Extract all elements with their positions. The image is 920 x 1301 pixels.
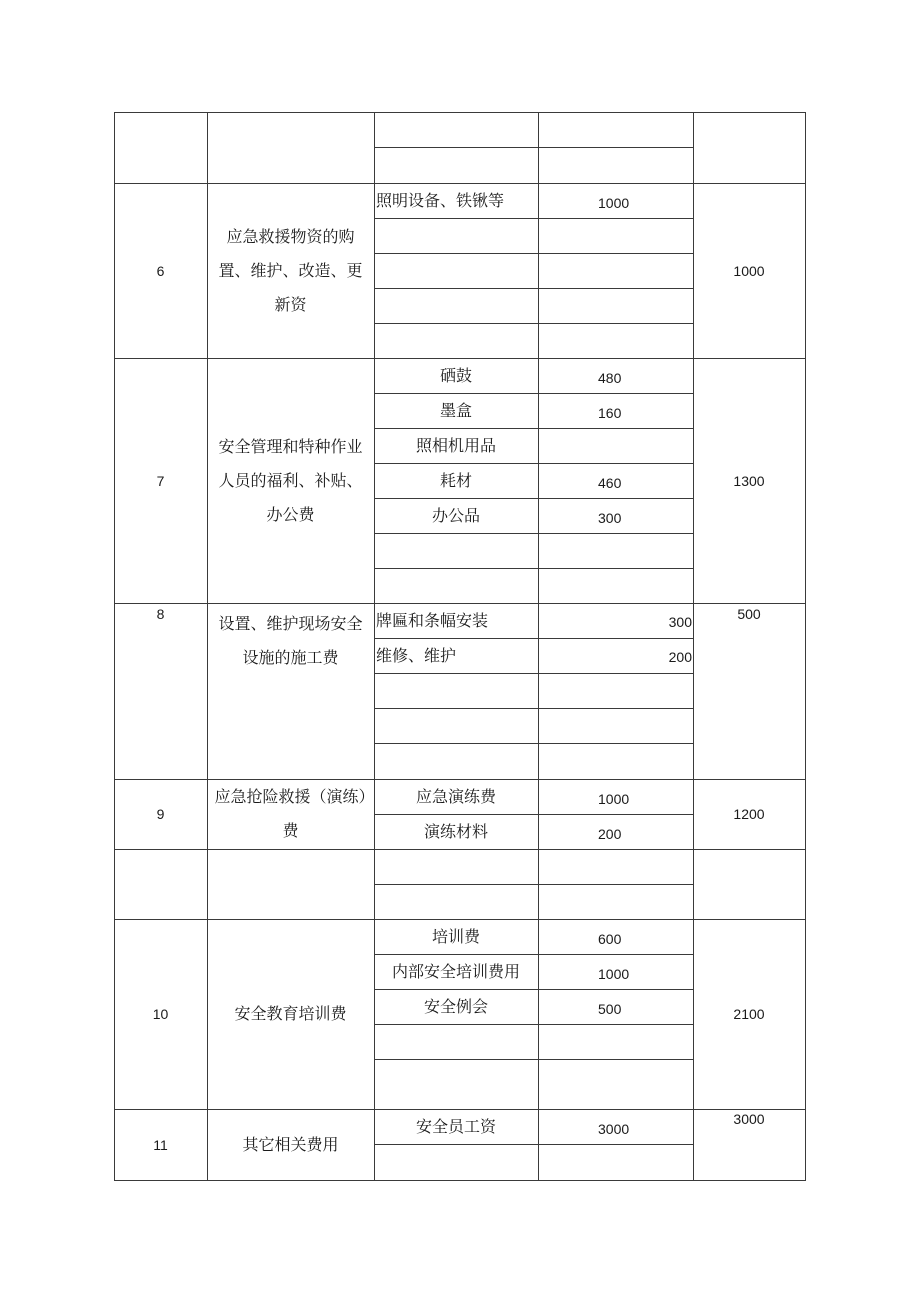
row-category: 设置、维护现场安全设施的施工费 bbox=[218, 614, 363, 667]
item-amount: 200 bbox=[668, 649, 692, 665]
row-number: 7 bbox=[156, 472, 165, 489]
table-rule-horizontal bbox=[374, 323, 693, 324]
table-rule-horizontal bbox=[114, 183, 806, 184]
item-amount: 1000 bbox=[598, 791, 630, 807]
row-total: 1200 bbox=[733, 806, 765, 822]
table-rule-horizontal bbox=[374, 884, 693, 885]
row-category: 安全教育培训费 bbox=[234, 1004, 347, 1023]
table-rule-horizontal bbox=[114, 849, 806, 850]
row-category: 安全管理和特种作业人员的福利、补贴、办公费 bbox=[218, 436, 363, 524]
table-rule-horizontal bbox=[374, 147, 693, 148]
item-amount: 600 bbox=[598, 931, 622, 947]
item-name: 培训费 bbox=[431, 927, 480, 946]
item-name: 硒鼓 bbox=[439, 366, 472, 385]
row-number: 8 bbox=[156, 606, 165, 622]
row-category: 应急救援物资的购置、维护、改造、更新资 bbox=[218, 226, 363, 314]
item-amount: 200 bbox=[598, 826, 622, 842]
row-category: 应急抢险救援（演练）费 bbox=[214, 787, 367, 840]
item-name: 耗材 bbox=[439, 471, 472, 490]
table-rule-horizontal bbox=[374, 814, 693, 815]
table-rule-horizontal bbox=[374, 393, 693, 394]
table-rule-horizontal bbox=[114, 112, 806, 113]
item-amount: 480 bbox=[598, 370, 622, 386]
table-rule-horizontal bbox=[374, 743, 693, 744]
item-amount: 1000 bbox=[598, 966, 630, 982]
item-name: 内部安全培训费用 bbox=[391, 962, 520, 981]
table-rule-vertical bbox=[207, 112, 208, 1181]
row-total: 500 bbox=[737, 606, 761, 622]
item-name: 墨盒 bbox=[439, 401, 472, 420]
row-total: 3000 bbox=[733, 1111, 765, 1127]
table-rule-horizontal bbox=[114, 358, 806, 359]
item-name: 牌匾和条幅安装 bbox=[376, 611, 489, 630]
table-rule-horizontal bbox=[374, 253, 693, 254]
table-rule-vertical bbox=[538, 112, 539, 1181]
table-rule-horizontal bbox=[374, 673, 693, 674]
item-name: 安全例会 bbox=[423, 997, 488, 1016]
item-amount: 160 bbox=[598, 405, 622, 421]
item-name: 安全员工资 bbox=[415, 1117, 496, 1136]
row-total: 2100 bbox=[733, 1006, 765, 1022]
row-number: 10 bbox=[152, 1006, 169, 1022]
table-rule-horizontal bbox=[374, 1144, 693, 1145]
table-rule-horizontal bbox=[374, 989, 693, 990]
item-name: 演练材料 bbox=[423, 822, 488, 841]
table-rule-horizontal bbox=[374, 638, 693, 639]
item-amount: 460 bbox=[598, 475, 622, 491]
row-total: 1300 bbox=[733, 472, 765, 489]
table-rule-vertical bbox=[805, 112, 806, 1181]
table-rule-vertical bbox=[374, 112, 375, 1181]
table-rule-horizontal bbox=[374, 428, 693, 429]
row-total: 1000 bbox=[733, 262, 765, 279]
table-rule-horizontal bbox=[114, 1180, 806, 1181]
table-rule-horizontal bbox=[374, 533, 693, 534]
table-rule-horizontal bbox=[114, 603, 806, 604]
row-number: 6 bbox=[156, 262, 165, 279]
item-amount: 300 bbox=[598, 510, 622, 526]
item-amount: 3000 bbox=[598, 1121, 630, 1137]
row-category: 其它相关费用 bbox=[242, 1134, 339, 1154]
table-rule-horizontal bbox=[374, 954, 693, 955]
row-number: 11 bbox=[153, 1136, 168, 1153]
table-rule-horizontal bbox=[374, 218, 693, 219]
table-rule-horizontal bbox=[374, 708, 693, 709]
item-amount: 300 bbox=[668, 614, 692, 630]
item-amount: 500 bbox=[598, 1001, 622, 1017]
row-number: 9 bbox=[156, 806, 165, 822]
item-name: 办公品 bbox=[431, 506, 480, 525]
table-rule-horizontal bbox=[114, 919, 806, 920]
table-rule-horizontal bbox=[374, 498, 693, 499]
item-amount: 1000 bbox=[598, 195, 630, 211]
item-name: 维修、维护 bbox=[376, 646, 457, 665]
table-rule-horizontal bbox=[374, 1024, 693, 1025]
table-rule-horizontal bbox=[374, 288, 693, 289]
table-rule-horizontal bbox=[374, 568, 693, 569]
table-rule-horizontal bbox=[374, 1059, 693, 1060]
item-name: 照相机用品 bbox=[415, 436, 496, 455]
item-name: 照明设备、铁锹等 bbox=[376, 191, 505, 210]
table-rule-horizontal bbox=[374, 463, 693, 464]
item-name: 应急演练费 bbox=[415, 787, 496, 806]
